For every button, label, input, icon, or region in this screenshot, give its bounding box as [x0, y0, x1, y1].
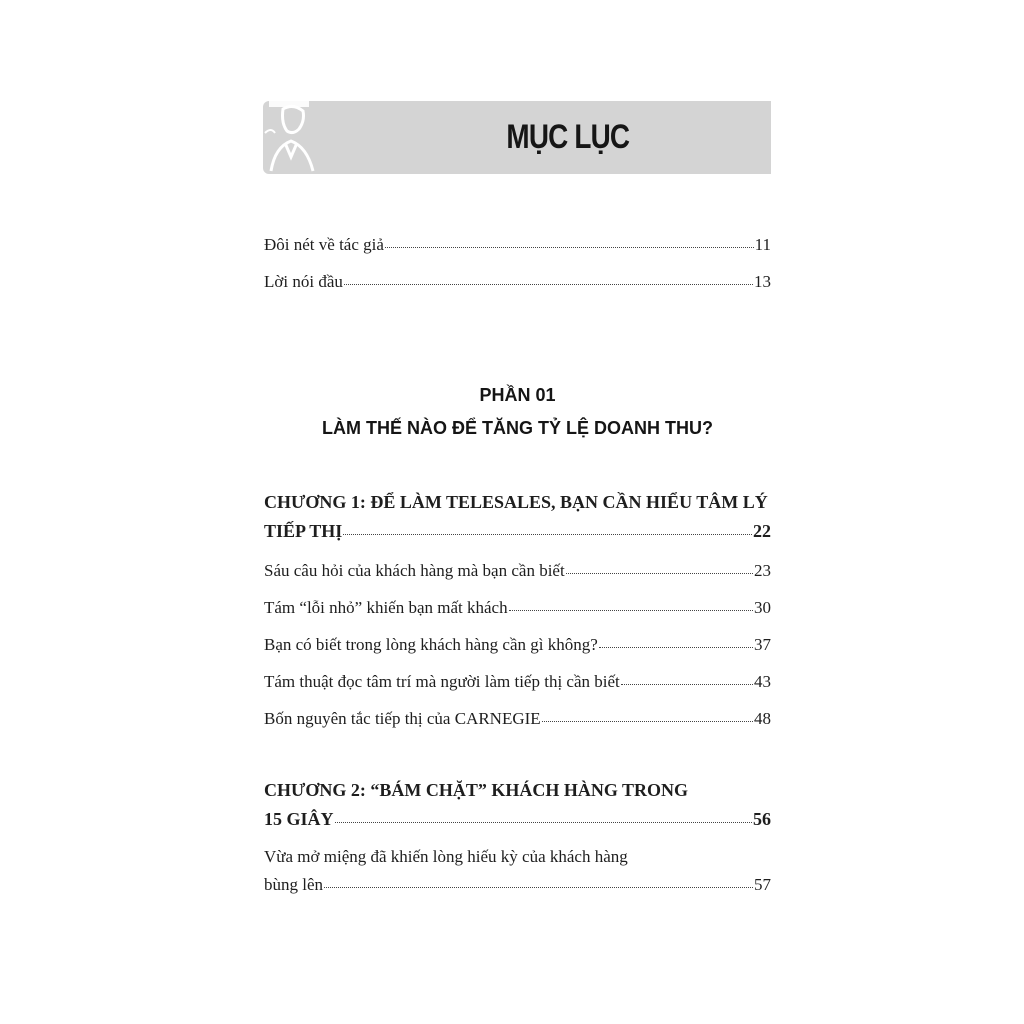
chapter-heading[interactable]: CHƯƠNG 1: ĐỂ LÀM TELESALES, BẠN CẦN HIỂU TÂM LÝ [264, 492, 768, 512]
toc-entry-title: Đôi nét về tác giả [264, 235, 384, 254]
toc-chapter-2 [264, 780, 771, 905]
chapter-heading-line2: TIẾP THỊ [264, 521, 343, 541]
part-label: PHẦN 01 [479, 385, 556, 405]
toc-entry-page: 37 [754, 635, 771, 654]
toc-entry-title: Bạn có biết trong lòng khách hàng cần gì không? [264, 635, 598, 654]
toc-entry-title[interactable]: Vừa mở miệng đã khiến lòng hiếu kỳ của khách hàng [264, 847, 628, 866]
toc-entry-page: 13 [754, 272, 771, 291]
part-title: LÀM THẾ NÀO ĐỂ TĂNG TỶ LỆ DOANH THU? [322, 418, 713, 438]
toc-entry-page: 57 [754, 875, 771, 894]
chapter-heading-continued[interactable] [264, 521, 771, 561]
page-title: MỤC LỤC [506, 118, 630, 156]
toc-entry[interactable] [264, 598, 771, 635]
toc-chapter-1 [264, 492, 771, 746]
toc-entry-title: Sáu câu hỏi của khách hàng mà bạn cần biết [264, 561, 565, 580]
toc-entry-title: Tám “lỗi nhỏ” khiến bạn mất khách [264, 598, 508, 617]
toc-entry[interactable] [264, 875, 771, 905]
chapter-heading-continued[interactable] [264, 809, 771, 847]
leader-dots [324, 887, 753, 888]
leader-dots [621, 684, 753, 685]
toc-entry[interactable] [264, 635, 771, 672]
leader-dots [566, 573, 753, 574]
toc-entry-title: Tám thuật đọc tâm trí mà người làm tiếp thị cần biết [264, 672, 620, 691]
leader-dots [385, 247, 754, 248]
author-portrait-icon [263, 93, 315, 173]
toc-entry[interactable] [264, 561, 771, 598]
toc-entry-page: 43 [754, 672, 771, 691]
chapter-page: 22 [753, 521, 771, 541]
leader-dots [509, 610, 753, 611]
toc-entry[interactable] [264, 709, 771, 746]
toc-entry-page: 30 [754, 598, 771, 617]
toc-entry-page: 11 [754, 235, 771, 254]
toc-entry[interactable] [264, 235, 771, 272]
toc-entry-title: Lời nói đầu [264, 272, 343, 291]
toc-entry[interactable] [264, 672, 771, 709]
toc-entry-page: 23 [754, 561, 771, 580]
leader-dots [344, 284, 753, 285]
leader-dots [343, 534, 752, 535]
toc-entry[interactable] [264, 272, 771, 309]
leader-dots [335, 822, 752, 823]
chapter-heading-line2: 15 GIÂY [264, 809, 334, 829]
leader-dots [599, 647, 753, 648]
toc-intro [264, 235, 771, 309]
chapter-heading[interactable]: CHƯƠNG 2: “BÁM CHẶT” KHÁCH HÀNG TRONG [264, 780, 689, 800]
toc-entry-page: 48 [754, 709, 771, 728]
leader-dots [542, 721, 753, 722]
chapter-page: 56 [753, 809, 771, 829]
toc-entry-title: Bốn nguyên tắc tiếp thị của CARNEGIE [264, 709, 541, 728]
toc-entry-title-line2: bùng lên [264, 875, 324, 894]
